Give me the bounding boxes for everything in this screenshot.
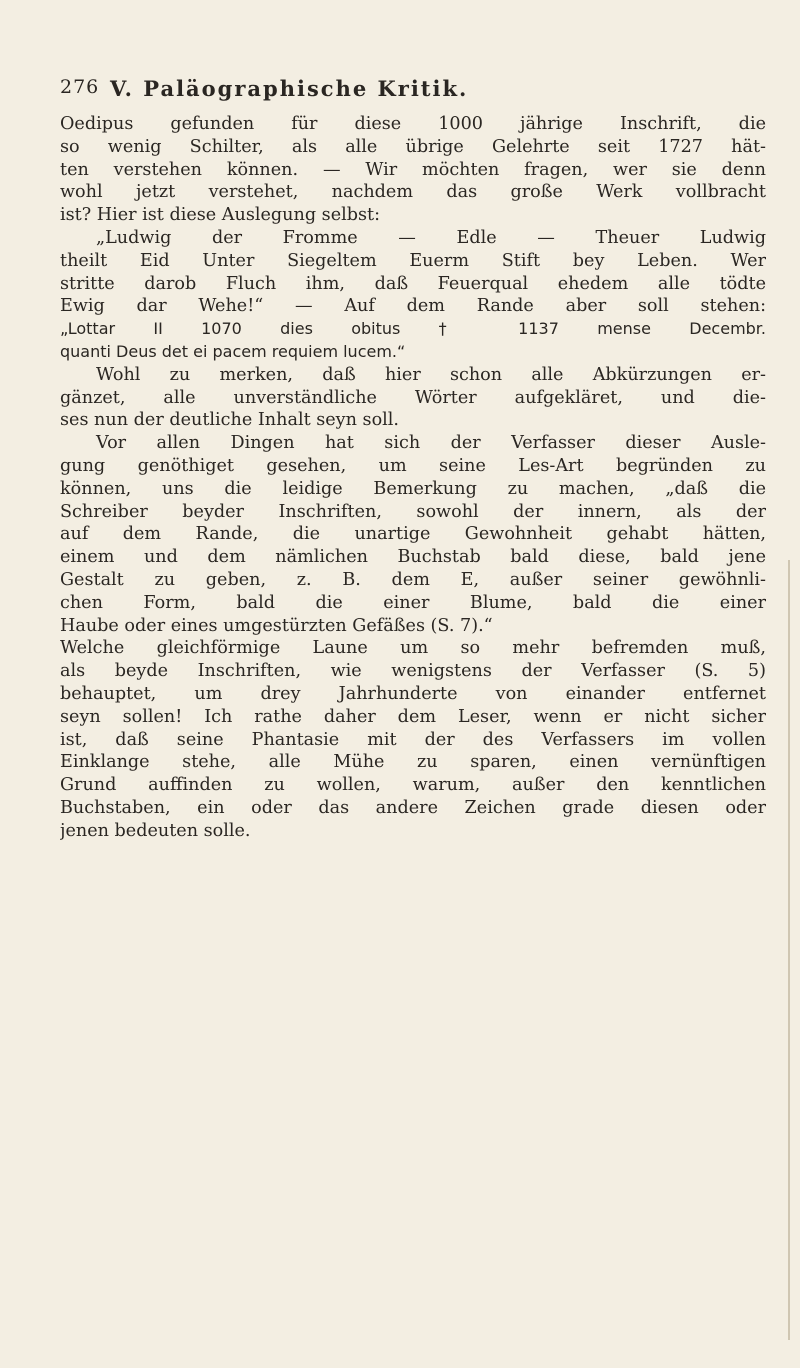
page-edge-line [788, 560, 790, 1340]
text-line: Vor allen Dingen hat sich der Verfasser dieser Ausle- [96, 433, 766, 454]
text-line: ist, daß seine Phantasie mit der des Verfassers im vollen [60, 729, 766, 750]
text-line: seyn sollen! Ich rathe daher dem Leser, wenn er nicht sicher [60, 706, 766, 727]
text-line: chen Form, bald die einer Blume, bald die einer [60, 592, 766, 613]
body-text [60, 113, 766, 843]
text-line: Buchstaben, ein oder das andere Zeichen grade diesen oder [60, 797, 766, 818]
text-line: gänzet, alle unverständliche Wörter aufgekläret, und die- [60, 387, 766, 408]
text-line: können, uns die leidige Bemerkung zu machen, „daß die [60, 478, 766, 499]
page-number: 276 [60, 76, 100, 98]
running-title: V. Paläographische Kritik. [110, 76, 469, 101]
text-line: ses nun der deutliche Inhalt seyn soll. [60, 410, 400, 431]
text-line: Gestalt zu geben, z. B. dem E, außer seiner gewöhnli- [60, 569, 766, 590]
text-line: behauptet, um drey Jahrhunderte von einander entfernet [60, 683, 766, 704]
text-line: Haube oder eines umgestürzten Gefäßes (S. 7).“ [60, 615, 493, 636]
text-line: Einklange stehe, alle Mühe zu sparen, einen vernünftigen [60, 752, 766, 773]
text-line: „Lottar II 1070 dies obitus † 1137 mense Decembr. [60, 319, 766, 339]
text-line: Ewig dar Wehe!“ — Auf dem Rande aber soll stehen: [60, 296, 766, 317]
text-line: als beyde Inschriften, wie wenigstens der Verfasser (S. 5) [60, 661, 766, 682]
text-line: Welche gleichförmige Laune um so mehr befremden muß, [60, 638, 766, 659]
text-line: so wenig Schilter, als alle übrige Gelehrte seit 1727 hät- [60, 136, 766, 157]
text-line: „Ludwig der Fromme — Edle — Theuer Ludwig [96, 227, 766, 248]
text-line: Oedipus gefunden für diese 1000 jährige Inschrift, die [60, 114, 766, 134]
text-line: jenen bedeuten solle. [60, 820, 251, 841]
text-line: ist? Hier ist diese Auslegung selbst: [60, 205, 381, 226]
text-line: Schreiber beyder Inschriften, sowohl der innern, als der [60, 501, 766, 522]
text-line: gung genöthiget gesehen, um seine Les-Art begründen zu [60, 455, 766, 476]
text-line: theilt Eid Unter Siegeltem Euerm Stift bey Leben. Wer [60, 250, 766, 271]
text-line: quanti Deus det ei pacem requiem lucem.“ [60, 341, 406, 361]
text-line: Grund auffinden zu wollen, warum, außer den kenntlichen [60, 775, 766, 796]
text-line: Wohl zu merken, daß hier schon alle Abkürzungen er- [96, 364, 766, 385]
text-line: ten verstehen können. — Wir möchten fragen, wer sie denn [60, 159, 766, 180]
text-line: einem und dem nämlichen Buchstab bald diese, bald jene [60, 547, 766, 568]
page-header [60, 76, 760, 106]
text-line: wohl jetzt verstehet, nachdem das große Werk vollbracht [60, 182, 766, 203]
text-line: auf dem Rande, die unartige Gewohnheit gehabt hätten, [60, 524, 766, 545]
text-line: stritte darob Fluch ihm, daß Feuerqual ehedem alle tödte [60, 273, 766, 294]
